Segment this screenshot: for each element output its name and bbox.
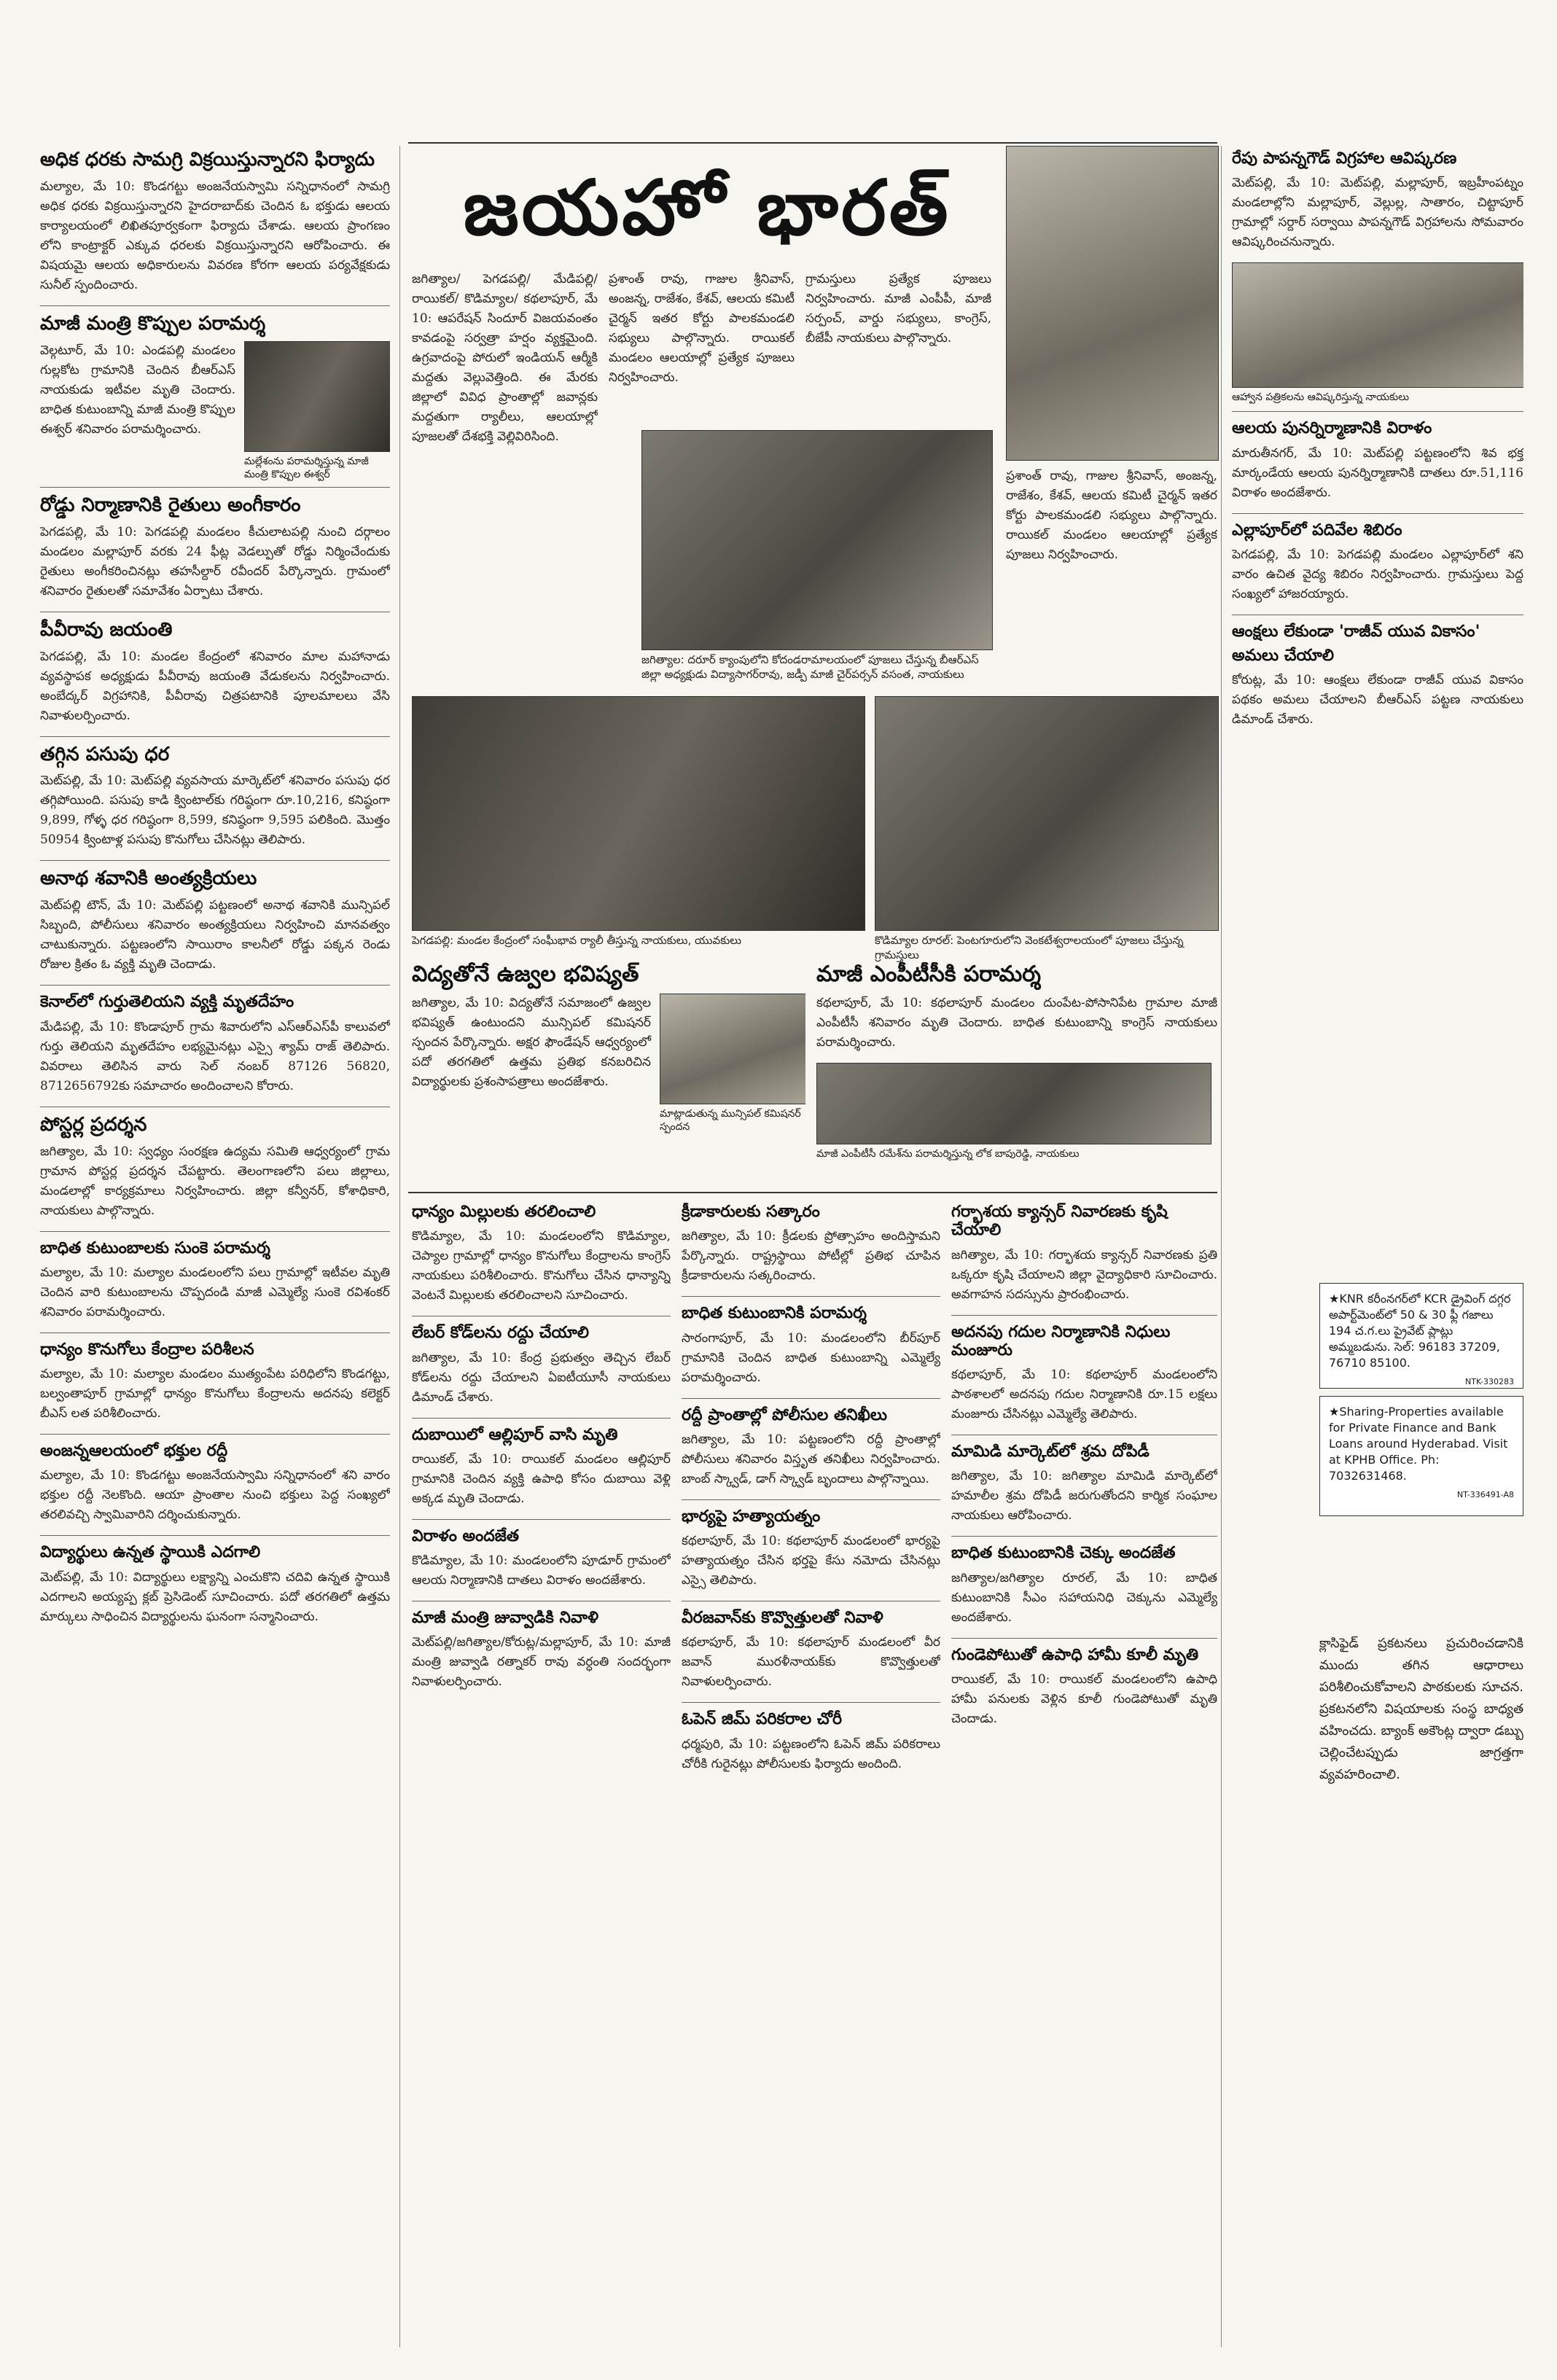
right-column (1232, 149, 1523, 1287)
article-body: సారంగాపూర్, మే 10: మండలంలోని బీర్‌పూర్ గ్రామానికి చెందిన బాధిత కుటుంబాన్ని ఎమ్మెల్యే పరామర్శించారు. (682, 1330, 940, 1385)
article-headline: పోస్టర్ల ప్రదర్శన (40, 1113, 147, 1136)
article-body: మెట్‌పల్లి, మే 10: మెట్‌పల్లి, మల్లాపూర్, ఇబ్రహీంపట్నం మండలాల్లోని మల్లాపూర్, వెల్లుల్ల, సాతారం, చిట్టాపూర్ గ్రామాల్లో సర్దార్ సర్వాయి పాపన్నగౌడ్ విగ్రహాలను సోమవారం ఆవిష్కరించనున్నారు. (1232, 176, 1523, 250)
article-headline: ఆలయ పునర్నిర్మాణానికి విరాళం (1232, 419, 1432, 438)
article-headline: అధిక ధరకు సామగ్రి విక్రయిస్తున్నారని ఫిర్యాదు (40, 149, 375, 171)
article-headline: లేబర్ కోడ్‌లను రద్దు చేయాలి (412, 1324, 590, 1343)
article-with-photo (412, 994, 805, 1134)
divider (40, 985, 390, 986)
divider (412, 1519, 671, 1520)
photo-caption: పెగడపల్లి: మండల కేంద్రంలో సంఘీభావ ర్యాలీ తీస్తున్న నాయకులు, యువకులు (412, 934, 741, 947)
story-block (412, 962, 805, 1188)
article-body: జగిత్యాల, మే 10: కేంద్ర ప్రభుత్వం తెచ్చిన లేబర్ కోడ్‌లను రద్దు చేయాలని ఏఐటీయూసీ నాయకులు డిమాండ్ చేశారు. (412, 1350, 671, 1405)
article-headline: అదనపు గదుల నిర్మాణానికి నిధులు మంజూరు (951, 1322, 1171, 1359)
article-body: కథలాపూర్, మే 10: కథలాపూర్ మండలంలో భార్యపై హత్యాయత్నం చేసిన భర్తపై కేసు నమోదు చేసినట్లు ఎస్సై తెలిపారు. (682, 1534, 940, 1588)
article-headline: అంజన్నఆలయంలో భక్తుల రద్దీ (40, 1442, 228, 1461)
article-headline: క్రీడాకారులకు సత్కారం (682, 1203, 820, 1221)
article-photo (1232, 262, 1523, 388)
lower-column-1 (412, 1203, 671, 2347)
lead-photo (1006, 146, 1219, 461)
divider (1232, 614, 1523, 615)
article-body: జగిత్యాల, మే 10: గర్భాశయ క్యాన్సర్ నివారణకు ప్రతి ఒక్కరూ కృషి చేయాలని జిల్లా వైద్యాధికారి సూచించారు. అవగాహన సదస్సును ప్రారంభించారు. (951, 1247, 1217, 1302)
article-body: రాయికల్, మే 10: రాయికల్ మండలం ఆల్లిపూర్ గ్రామానికి చెందిన వ్యక్తి ఉపాధి కోసం దుబాయి వెళ్లి అక్కడ మృతి చెందాడు. (412, 1451, 671, 1506)
classified-ad (1319, 1396, 1523, 1516)
article-body: మారుతీనగర్, మే 10: మెట్‌పల్లి పట్టణంలోని శివ భక్త మార్కండేయ ఆలయ పునర్నిర్మాణానికి దాతలు రూ.51,116 విరాళం అందజేశారు. (1232, 445, 1523, 500)
article-headline: గర్భాశయ క్యాన్సర్ నివారణకు కృషి చేయాలి (951, 1203, 1168, 1240)
photo-caption: మల్లేశంను పరామర్శిస్తున్న మాజీ మంత్రి కొప్పుల ఈశ్వర్ (244, 455, 369, 480)
article-headline: మాజీ మంత్రి జువ్వాడికి నివాళి (412, 1609, 599, 1628)
article-headline: భార్యపై హత్యాయత్నం (682, 1507, 821, 1526)
article-headline: విద్యార్థులు ఉన్నత స్థాయికి ఎదగాలి (40, 1543, 261, 1562)
divider (682, 1398, 940, 1399)
divider (40, 1535, 390, 1536)
classified-ad (1319, 1283, 1523, 1389)
article-body: జగిత్యాల, మే 10: క్రీడలకు ప్రోత్సాహం అందిస్తామని పేర్కొన్నారు. రాష్ట్రస్థాయి పోటీల్లో ప్రతిభ చూపిన క్రీడాకారులను సత్కరించారు. (682, 1229, 940, 1284)
ad-text: ★KNR కరీంనగర్‌లో KCR డ్రైవింగ్ దగ్గర అపార్ట్‌మెంట్‌లో 50 & 30 ఫ్లీ గజాలు 194 చ.గ.లు ప్రైవేట్ ప్లాట్లు అమ్మబడును. సెల్: 96183 37209, 76710 85100. (1329, 1292, 1511, 1370)
divider (1232, 513, 1523, 514)
article-headline: రద్దీ ప్రాంతాల్లో పోలీసుల తనిఖీలు (682, 1405, 888, 1424)
divider (40, 487, 390, 488)
lead-photo (641, 430, 993, 650)
story-block (816, 962, 1217, 1188)
article-body: మల్యాల, మే 10: కొండగట్టు అంజనేయస్వామి సన్నిధానంలో శని వారం భక్తుల రద్దీ నెలకొంది. ఆయా ప్రాంతాల నుంచి భక్తులు పెద్ద సంఖ్యలో తరలివచ్చి స్వామివారిని దర్శించుకున్నారు. (40, 1468, 390, 1523)
photo-block (660, 994, 805, 1134)
article-headline: బాధిత కుటుంబానికి పరామర్శ (682, 1304, 867, 1323)
divider (40, 736, 390, 737)
article-headline: ధాన్యం కొనుగోలు కేంద్రాల పరిశీలన (40, 1340, 254, 1359)
masthead-rule (408, 142, 1217, 144)
photo-block (244, 341, 390, 481)
article-body: వెల్గటూర్, మే 10: ఎండపల్లి మండలం గుల్లకోట గ్రామానికి చెందిన బీఆర్ఎస్ నాయకుడు ఇటీవల మృతి చెందారు. బాధిత కుటుంబాన్ని మాజీ మంత్రి కొప్పుల ఈశ్వర్ శనివారం పరామర్శించారు. (40, 343, 235, 437)
article-headline: మామిడి మార్కెట్‌లో శ్రమ దోపిడీ (951, 1443, 1150, 1462)
lead-story-body: ప్రశాంత్ రావు, గాజుల శ్రీనివాస్, అంజన్న, రాజేశం, కేశవ్, ఆలయ కమిటీ చైర్మన్ ఇతర కోర్టు పాలకమండలి సభ్యులు పాల్గొన్నారు. రాయికల్ మండలం ఆలయాల్లో ప్రత్యేక పూజలు నిర్వహించారు. (1006, 469, 1217, 562)
article-headline: మాజీ ఎంపీటీసీకి పరామర్శ (816, 962, 1041, 987)
lead-story-body: జగిత్యాల/ పెగడపల్లి/ మేడిపల్లి/ రాయికల్/ కొడిమ్యాల/ కథలాపూర్, మే 10: ఆపరేషన్ సిందూర్ విజయవంతం కావడంపై సర్వత్రా హర్షం వ్యక్తమైంది. ఉగ్రవాదంపై పోరులో ఇండియన్ ఆర్మీకి మద్దతు వెల్లువెత్తింది. ఈ మేరకు జిల్లాలో వివిధ ప్రాంతాల్లో జవాన్లకు మద్దతుగా ర్యాలీలు, ఆలయాల్లో పూజలతో దేశభక్తి వెల్లివిరిసింది. (412, 272, 598, 444)
article-headline: మాజీ మంత్రి కొప్పుల పరామర్శ (40, 312, 266, 335)
masthead-title: జయహో భారత్ (463, 163, 951, 252)
lower-column-2 (682, 1203, 940, 2347)
article-headline: దుబాయిలో ఆల్లిపూర్ వాసి మృతి (412, 1425, 618, 1444)
article-body: కొడిమ్యాల, మే 10: మండలంలోని పూడూర్ గ్రామంలో ఆలయ నిర్మాణానికి దాతలు విరాళం అందజేశారు. (412, 1553, 671, 1588)
article-body: పెగడపల్లి, మే 10: పెగడపల్లి మండలం ఎల్లాపూర్‌లో శని వారం ఉచిత వైద్య శిబిరం నిర్వహించారు. గ్రామస్తులు పెద్ద సంఖ్యలో హాజరయ్యారు. (1232, 547, 1523, 601)
divider (1232, 411, 1523, 412)
ad-code: NT-336491-A8 (1456, 1490, 1514, 1499)
article-body: కోరుట్ల, మే 10: ఆంక్షలు లేకుండా రాజీవ్ యువ వికాసం పథకం అమలు చేయాలని బీఆర్ఎస్ పట్టణ నాయకులు డిమాండ్ చేశారు. (1232, 673, 1523, 727)
article-body: మెట్‌పల్లి టౌన్, మే 10: మెట్‌పల్లి పట్టణంలో అనాథ శవానికి మున్సిపల్ సిబ్బంది, పోలీసులు శనివారం అంత్యక్రియలు నిర్వహించి మానవత్వం చాటుకున్నారు. పట్టణంలోని సాయిరాం కాలనీలో రోడ్డు పక్కన రెండు రోజుల క్రితం ఓ వ్యక్తి మృతి చెందాడు. (40, 898, 390, 972)
lead-photo (412, 696, 865, 931)
article-headline: గుండెపోటుతో ఉపాధి హామీ కూలీ మృతి (951, 1645, 1199, 1664)
lead-text-col-1 (412, 270, 598, 649)
left-column (40, 149, 390, 2344)
divider (412, 1418, 671, 1419)
article-body: పెగడపల్లి, మే 10: మండల కేంద్రంలో శనివారం మాల మహానాడు వ్యవస్థాపక అధ్యక్షుడు పీవీరావు జయంతి వేడుకలను నిర్వహించారు. అంబేద్కర్ విగ్రహానికి, పీవీరావు చిత్రపటానికి పూలమాలలు వేసి నివాళులర్పించారు. (40, 649, 390, 723)
article-subheadline: అమలు చేయాలి (1232, 647, 1334, 666)
divider (951, 1536, 1217, 1537)
article-body: జగిత్యాల, మే 10: జగిత్యాల మామిడి మార్కెట్‌లో హమాలీల శ్రమ దోపిడీ జరుగుతోందని కార్మిక సంఘాల నాయకులు ఆరోపించారు. (951, 1469, 1217, 1523)
article-body: ధర్మపురి, మే 10: పట్టణంలోని ఓపెన్ జిమ్ పరికరాలు చోరీకి గురైనట్లు పోలీసులకు ఫిర్యాదు అందింది. (682, 1736, 940, 1771)
ad-code: NTK-330283 (1465, 1377, 1514, 1386)
article-headline: రోడ్డు నిర్మాణానికి రైతులు అంగీకారం (40, 493, 301, 516)
article-body: మల్యాల, మే 10: మల్యాల మండలంలోని పలు గ్రామాల్లో ఇటీవల మృతి చెందిన వారి కుటుంబాలను చొప్పదండి మాజీ ఎమ్మెల్యే సుంకె రవిశంకర్ శనివారం పరామర్శించారు. (40, 1265, 390, 1319)
article-body: మేడిపల్లి, మే 10: కొండాపూర్ గ్రామ శివారులోని ఎస్ఆర్ఎస్‌పీ కాలువలో గుర్తు తెలియని మృతదేహం లభ్యమైనట్లు ఎస్సై శ్యామ్ రాజ్ తెలిపారు. వివరాలు తెలిసిన వారు సెల్ నంబర్ 87126 56820, 8712656792కు సమాచారం అందించాలని కోరారు. (40, 1019, 390, 1093)
article-body: పెగడపల్లి, మే 10: పెగడపల్లి మండలం కీచులాటపల్లి నుంచి దర్గాలం మండలం మల్లాపూర్ వరకు 24 ఫీట్ల వెడల్పుతో రోడ్డు నిర్మించేందుకు రైతులు అంగీకరించినట్లు తహసీల్దార్ రవీందర్ పేర్కొన్నారు. గ్రామంలో శనివారం రైతులతో సమావేశం ఏర్పాటు చేశారు. (40, 524, 390, 598)
divider (40, 1434, 390, 1435)
article-body: కథలాపూర్, మే 10: కథలాపూర్ మండలంలోని పాఠశాలలో అదనపు గదుల నిర్మాణానికి రూ.15 లక్షలు మంజూరు చేసినట్లు ఎమ్మెల్యే తెలిపారు. (951, 1367, 1217, 1422)
article-headline: రేపు పాపన్నగౌడ్ విగ్రహాల ఆవిష్కరణ (1232, 149, 1457, 168)
article-body: మెట్‌పల్లి, మే 10: మెట్‌పల్లి వ్యవసాయ మార్కెట్‌లో శనివారం పసుపు ధర తగ్గిపోయింది. పసుపు కాడి క్వింటాల్‌కు గరిష్ఠంగా రూ.10,216, కనిష్ఠంగా 9,899, గోళ్ళ ధర గరిష్ఠంగా 8,599, కనిష్ఠంగా 9,595 పలికింది. మొత్తం 50954 క్వింటాళ్ల పసుపు కొనుగోలు చేసినట్లు తెలిపారు. (40, 773, 390, 848)
divider (682, 1499, 940, 1500)
article-headline: పీవీరావు జయంతి (40, 618, 173, 641)
photo-caption: మాజీ ఎంపీటీసీ రమేశ్‌ను పరామర్శిస్తున్న లోక బాపురెడ్డి, నాయకులు (816, 1147, 1080, 1160)
article-body: మల్యాల, మే 10: కొండగట్టు అంజనేయస్వామి సన్నిధానంలో సామగ్రి అధిక ధరకు విక్రయిస్తున్నారని హైదరాబాద్‌కు చెందిన ఓ భక్తుడు ఆలయ కార్యాలయంలో లిఖితపూర్వకంగా ఫిర్యాదు చేశాడు. ఆలయ ప్రాంగణం లోని కాంట్రాక్టర్ ఎక్కువ ధరలకు విక్రయిస్తున్నారని ఆరోపించారు. ఈ విషయమై ఆలయ అధికారులను వివరణ కోరగా ఆలయ పర్యవేక్షకుడు సునీల్ స్పందించారు. (40, 179, 390, 292)
photo-caption: కొడిమ్యాల రూరల్: పెంటగూరులోని వెంకటేశ్వరాలయంలో పూజలు చేస్తున్న గ్రామస్తులు (875, 934, 1184, 961)
divider (682, 1702, 940, 1703)
article-headline: ఓపెన్ జిమ్ పరికరాల చోరీ (682, 1710, 843, 1729)
classified-disclaimer: క్లాసిఫైడ్ ప్రకటనలు ప్రచురించడానికి ముందు తగిన ఆధారాలు పరిశీలించుకోవాలని పాఠకులకు సూచన. ప్రకటనలోని విషయాలకు సంస్థ బాధ్యత వహించదు. బ్యాంక్ అకౌంట్ల ద్వారా డబ్బు చెల్లించేటప్పుడు జాగ్రత్తగా వ్యవహరించాలి. (1319, 1636, 1523, 1782)
ad-text: ★Sharing-Properties available for Private Finance and Bank Loans around Hyderabad. Visit at KPHB Office. Ph: 7032631468. (1329, 1405, 1508, 1483)
article-body: జగిత్యాల, మే 10: పట్టణంలోని రద్దీ ప్రాంతాల్లో పోలీసులు శనివారం విస్తృత తనిఖీలు నిర్వహించారు. బాంబ్ స్క్వాడ్, డాగ్ స్క్వాడ్ బృందాలు పాల్గొన్నాయి. (682, 1432, 940, 1486)
article-headline: వీరజవాన్‌కు కొవ్వొత్తులతో నివాళి (682, 1609, 883, 1628)
article-body: మెట్‌పల్లి/జగిత్యాల/కోరుట్ల/మల్లాపూర్, మే 10: మాజీ మంత్రి జువ్వాడి రత్నాకర్ రావు వర్ధంతి సందర్భంగా నివాళులర్పించారు. (412, 1635, 671, 1690)
article-body: మల్యాల, మే 10: మల్యాల మండలం ముత్యంపేట పరిధిలోని కొండగట్టు, బల్వంతాపూర్ గ్రామాల్లో ధాన్యం కొనుగోలు కేంద్రాలను అదనపు కలెక్టర్ బీఎస్ లత పరిశీలించారు. (40, 1367, 390, 1421)
article-headline: బాధిత కుటుంబానికి చెక్కు అందజేత (951, 1544, 1176, 1563)
article-body: జగిత్యాల, మే 10: స్వధ్యం సంరక్షణ ఉద్యమ సమితి ఆధ్వర్యంలో గ్రామ గ్రామాన పోస్టర్ల ప్రదర్శన చేపట్టారు. తెలంగాణలోని పలు జిల్లాలు, మండలాల్లో కార్యక్రమాలు నిర్వహించారు. జిల్లా కన్వీనర్, కోశాధికారి, నాయకులు పాల్గొన్నారు. (40, 1144, 390, 1218)
divider (682, 1296, 940, 1297)
photo-caption: మాట్లాడుతున్న మున్సిపల్ కమిషనర్ స్పందన (660, 1107, 801, 1133)
lead-story-body: ప్రశాంత్ రావు, గాజుల శ్రీనివాస్, అంజన్న, రాజేశం, కేశవ్, ఆలయ కమిటీ చైర్మన్ ఇతర కోర్టు పాలకమండలి సభ్యులు పాల్గొన్నారు. రాయికల్ మండలం ఆలయాల్లో ప్రత్యేక పూజలు నిర్వహించారు. (609, 272, 795, 385)
article-body: రాయికల్, మే 10: రాయికల్ మండలంలోని ఉపాధి హామీ పనులకు వెళ్లిన కూలీ గుండెపోటుతో మృతి చెందాడు. (951, 1672, 1217, 1727)
article-with-photo (40, 341, 390, 481)
article-headline: విద్యతోనే ఉజ్వల భవిష్యత్ (412, 962, 639, 987)
divider (951, 1315, 1217, 1316)
section-rule (408, 1192, 1217, 1193)
article-headline: ఆంక్షలు లేకుండా 'రాజీవ్ యువ వికాసం' (1232, 622, 1480, 641)
photo-caption: ఆహ్వాన పత్రికలను ఆవిష్కరిస్తున్న నాయకులు (1232, 391, 1410, 404)
article-headline: విరాళం అందజేత (412, 1526, 519, 1545)
lower-column-3 (951, 1203, 1217, 2347)
article-headline: ఎల్లాపూర్‌లో పదివేల శిబిరం (1232, 520, 1402, 539)
column-rule (1221, 146, 1222, 2347)
article-body: జగిత్యాల, మే 10: విద్యతోనే సమాజంలో ఉజ్వల భవిష్యత్ ఉంటుందని మున్సిపల్ కమిషనర్ స్పందన పేర్కొన్నారు. అక్షర ఫౌండేషన్ ఆధ్వర్యంలో పదో తరగతిలో ఉత్తమ ప్రతిభ కనబరిచిన విద్యార్థులకు ప్రశంసాపత్రాలు అందజేశారు. (412, 995, 651, 1089)
article-photo (244, 341, 390, 452)
article-body: కొడిమ్యాల, మే 10: మండలంలోని కొడిమ్యాల, చెప్యాల గ్రామాల్లో ధాన్యం కొనుగోలు కేంద్రాలను కాంగ్రెస్ నాయకులు పరిశీలించారు. కొనుగోలు చేసిన ధాన్యాన్ని వెంటనే మిల్లులకు తరలించాలని సూచించారు. (412, 1229, 671, 1303)
article-body: మెట్‌పల్లి, మే 10: విద్యార్థులు లక్ష్యాన్ని ఎంచుకొని చదివి ఉన్నత స్థాయికి ఎదగాలని అయ్యప్ప క్లబ్ ప్రెసిడెంట్ సూచించారు. పదో తరగతిలో ఉత్తమ మార్కులు సాధించిన విద్యార్థులను ఘనంగా సన్మానించారు. (40, 1569, 390, 1624)
divider (40, 1231, 390, 1232)
article-headline: అనాథ శవానికి అంత్యక్రియలు (40, 867, 257, 890)
article-headline: ధాన్యం మిల్లులకు తరలించాలి (412, 1203, 596, 1221)
divider (40, 860, 390, 861)
article-headline: తగ్గిన పసుపు ధర (40, 743, 170, 765)
column-rule (399, 146, 400, 2347)
article-body: కథలాపూర్, మే 10: కథలాపూర్ మండలం దుంపేట-పోసానిపేట గ్రామాల మాజీ ఎంపీటీసీ శనివారం మృతి చెందారు. బాధిత కుటుంబాన్ని కాంగ్రెస్ నాయకులు పరామర్శించారు. (816, 995, 1217, 1050)
article-body: జగిత్యాల/జగిత్యాల రూరల్, మే 10: బాధిత కుటుంబానికి సీఎం సహాయనిధి చెక్కును ఎమ్మెల్యే అందజేశారు. (951, 1570, 1217, 1625)
divider (40, 305, 390, 306)
article-headline: కెనాల్‌లో గుర్తుతెలియని వ్యక్తి మృతదేహం (40, 993, 294, 1012)
photo-caption: జగిత్యాల: దరూర్ క్యాంపులోని కోదండరామాలయంలో పూజలు చేస్తున్న బీఆర్ఎస్ జిల్లా అధ్యక్షుడు విద్యాసాగర్‌రావు, జడ్పీ మాజీ చైర్‌పర్సన్ వసంత, నాయకులు (641, 653, 979, 681)
article-headline: బాధిత కుటుంబాలకు సుంకె పరామర్శ (40, 1238, 270, 1257)
article-body: కథలాపూర్, మే 10: కథలాపూర్ మండలంలో వీర జవాన్ మురళీనాయక్‌కు కొవ్వొత్తులతో నివాళులర్పించారు. (682, 1635, 940, 1690)
divider (951, 1638, 1217, 1639)
lead-story-body: గ్రామస్తులు ప్రత్యేక పూజలు నిర్వహించారు. మాజీ ఎంపీపీ, మాజీ సర్పంచ్, వార్డు సభ్యులు, కాంగ్రెస్, బీజేపీ నాయకులు పాల్గొన్నారు. (805, 272, 991, 346)
lead-photo (875, 696, 1219, 931)
article-photo (660, 994, 805, 1104)
article-photo (816, 1063, 1211, 1144)
